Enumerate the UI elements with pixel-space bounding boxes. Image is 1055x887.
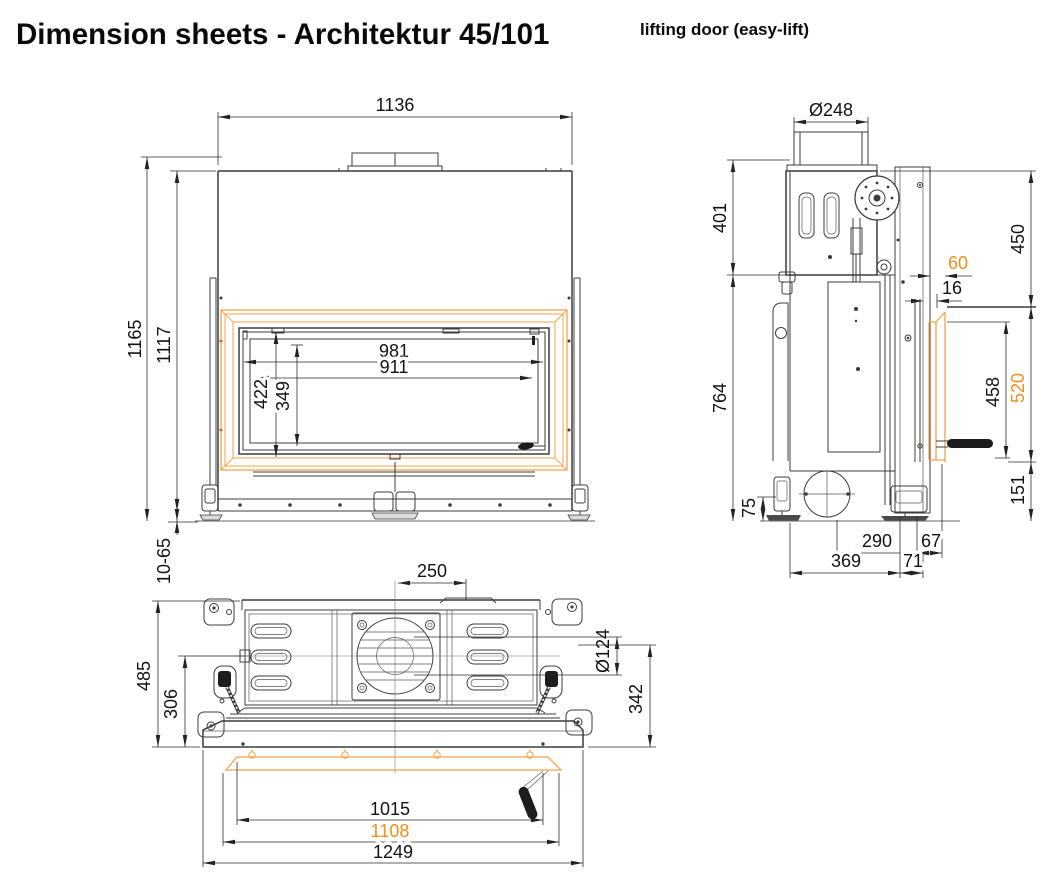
svg-text:1136: 1136: [375, 95, 415, 115]
svg-text:342: 342: [626, 683, 646, 715]
door-clamp-right: [537, 666, 562, 713]
dim-side-plinth-height: [1008, 462, 1036, 521]
dim-bottom-fan-diameter: [414, 629, 622, 675]
door-clamp-left: [214, 666, 239, 713]
dim-bottom-flue-offset: [398, 561, 466, 600]
convection-vents-right: [467, 624, 508, 690]
lift-pulley: [855, 176, 899, 220]
svg-text:1117: 1117: [154, 326, 174, 364]
side-view: [710, 100, 1036, 578]
page-subtitle: lifting door (easy-lift): [640, 20, 810, 39]
dim-side-frame-height: [1008, 307, 1031, 462]
svg-text:67: 67: [920, 531, 942, 551]
svg-text:1108: 1108: [370, 821, 410, 841]
dim-side-frame-offset: [910, 253, 972, 276]
svg-text:290: 290: [861, 531, 893, 551]
dim-front-foot-adjustment: [154, 497, 198, 584]
bottom-view: [134, 561, 656, 867]
svg-text:250: 250: [416, 561, 448, 581]
svg-text:60: 60: [947, 253, 969, 273]
front-view: [125, 95, 595, 584]
svg-text:1015: 1015: [369, 799, 411, 819]
svg-text:Ø124: Ø124: [593, 628, 613, 674]
svg-text:911: 911: [379, 357, 409, 377]
svg-text:71: 71: [902, 551, 924, 571]
svg-text:369: 369: [830, 551, 862, 571]
dim-front-glass-height-inner: [273, 345, 303, 446]
door-frame-profile-orange: [929, 312, 945, 462]
svg-text:75: 75: [739, 497, 759, 519]
svg-text:Ø248: Ø248: [808, 100, 854, 120]
corner-lugs-top: [204, 599, 582, 625]
firebox-body-side: [773, 272, 920, 505]
back-mount-plate-side: [895, 167, 930, 513]
base-and-fan-side: [766, 470, 929, 521]
dim-side-door-height: [947, 322, 1010, 458]
page-title: Dimension sheets - Architektur 45/101: [16, 18, 550, 51]
svg-text:151: 151: [1008, 474, 1028, 506]
svg-text:10-65: 10-65: [154, 537, 174, 585]
dim-side-depth-71: [900, 551, 923, 578]
svg-text:1249: 1249: [372, 842, 414, 862]
convection-vents-left: [251, 624, 291, 690]
dim-front-body-height: [154, 171, 216, 521]
svg-text:1165: 1165: [125, 319, 145, 359]
lift-cable: [828, 218, 891, 282]
dim-side-panel-gap: [905, 278, 962, 308]
dim-front-glass-width-inner: [257, 357, 532, 378]
svg-text:401: 401: [710, 202, 730, 234]
svg-text:458: 458: [983, 376, 1003, 408]
front-bands-plan: [203, 705, 583, 747]
flue-collar-side: [787, 132, 877, 171]
svg-text:16: 16: [941, 278, 963, 298]
svg-text:450: 450: [1008, 223, 1028, 255]
dim-side-lower-section-height: [710, 275, 733, 521]
svg-text:764: 764: [710, 382, 730, 414]
svg-text:422: 422: [251, 378, 271, 410]
door-latch: [532, 336, 535, 345]
svg-text:485: 485: [134, 660, 154, 692]
dim-side-top-section-height: [710, 160, 790, 275]
fan-recess: [352, 613, 440, 700]
flue-stub-front: [348, 153, 442, 171]
svg-text:306: 306: [161, 688, 181, 720]
finishing-frame-plan-orange: [226, 757, 561, 770]
dim-bottom-frame-inner-width: [237, 762, 543, 825]
svg-text:349: 349: [273, 380, 293, 412]
svg-text:981: 981: [378, 341, 410, 361]
svg-text:520: 520: [1008, 372, 1028, 404]
dim-side-flue-diameter: [794, 100, 868, 137]
